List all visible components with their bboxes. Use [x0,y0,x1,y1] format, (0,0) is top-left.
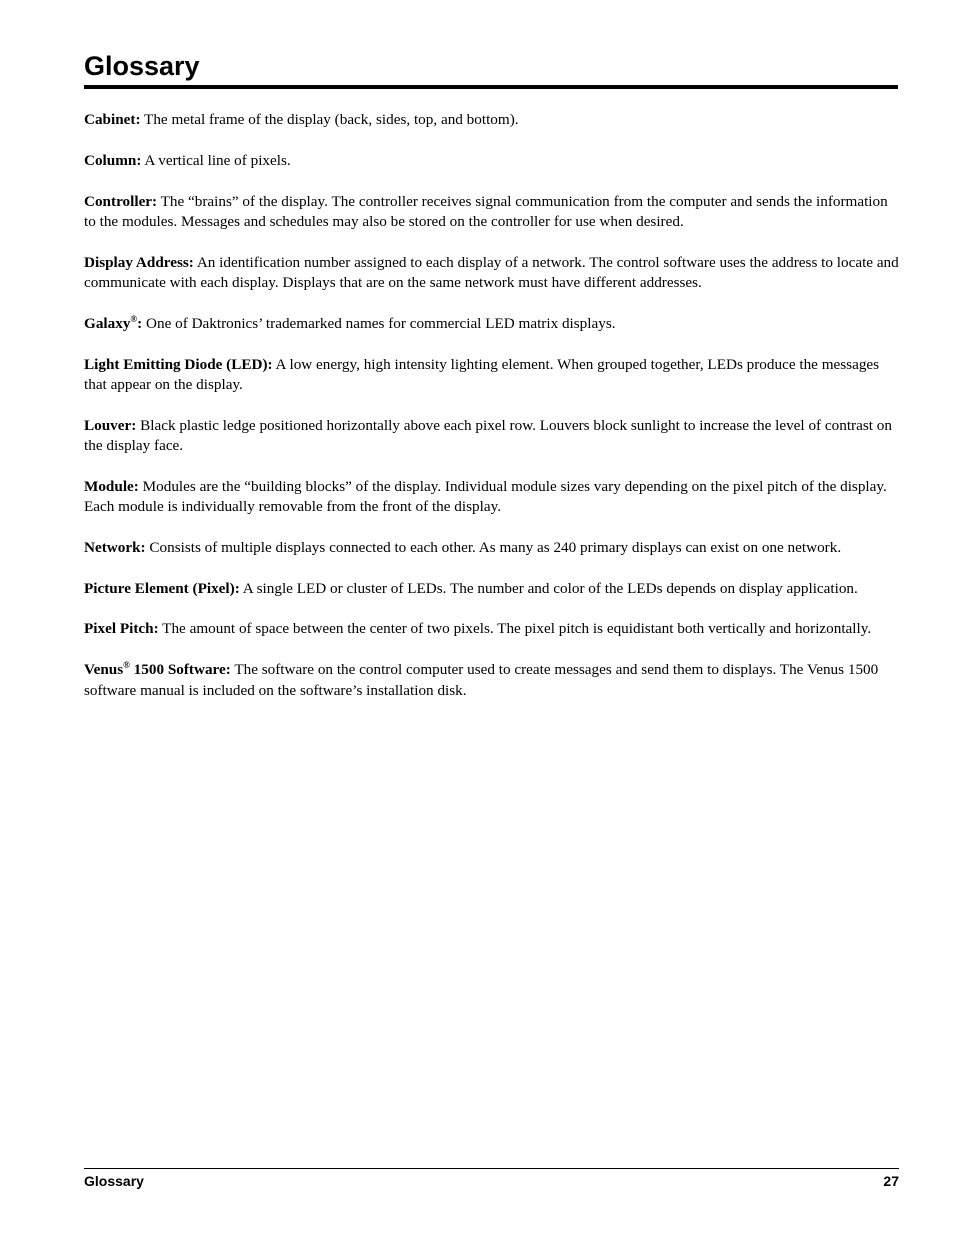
glossary-term: Display Address: [84,253,194,271]
glossary-term: Picture Element (Pixel): [84,579,240,597]
glossary-term: Louver: [84,416,137,434]
glossary-definition: The “brains” of the display. The controller receives signal communication from the computer and sends the information to the modules. Messages and schedules may also be stored on the controller for use when desired. [84,192,888,230]
glossary-term: Venus® 1500 Software: [84,660,231,679]
glossary-definition: One of Daktronics’ trademarked names for commercial LED matrix displays. [142,314,616,332]
glossary-entry-column [84,151,900,171]
glossary-entry-cabinet [84,110,900,130]
page-title: Glossary [84,51,200,81]
glossary-term: Controller: [84,192,158,210]
glossary-entry-module [84,477,900,518]
glossary-term: Column: [84,151,142,169]
glossary-entry-network [84,538,900,558]
glossary-definition: Consists of multiple displays connected to each other. As many as 240 primary displays can exist on one network. [145,538,842,556]
glossary-entry-pixel-pitch [84,619,900,639]
glossary-definition: Modules are the “building blocks” of the display. Individual module sizes vary depending on the pixel pitch of the display. Each module is individually removable from the front of the display. [84,477,887,516]
glossary-term: Pixel Pitch: [84,620,159,638]
glossary-entry-venus-software [84,660,900,701]
title-rule [84,85,898,89]
glossary-definition: The amount of space between the center of two pixels. The pixel pitch is equidistant both vertically and horizontally. [158,620,872,638]
glossary-definition: The software on the control computer used to create messages and send them to displays. The Venus 1500 software manual is included on the software’s installation disk. [84,661,879,699]
footer-page-number: 27 [883,1173,899,1189]
glossary-definition: An identification number assigned to each display of a network. The control software uses the address to locate and communicate with each display. Displays that are on the same network must have different addresses. [84,253,899,291]
glossary-term: Cabinet: [84,111,141,128]
glossary-term: Light Emitting Diode (LED): [84,355,273,373]
glossary-definition: A single LED or cluster of LEDs. The number and color of the LEDs depends on display application. [239,579,858,597]
glossary-term: Module: [84,477,139,495]
glossary-term: Galaxy®: [84,313,143,332]
glossary-definition: The metal frame of the display (back, sides, top, and bottom). [140,111,519,128]
glossary-entry-display-address [84,253,900,294]
glossary-entry-controller [84,192,900,233]
glossary-term: Network: [84,538,146,556]
footer-rule [84,1168,899,1169]
glossary-definition: A low energy, high intensity lighting element. When grouped together, LEDs produce the messages that appear on the display. [84,355,880,393]
glossary-definition: A vertical line of pixels. [141,151,291,169]
glossary-entry-led [84,355,900,396]
glossary-entry-pixel [84,579,900,599]
glossary-entry-galaxy [84,314,900,334]
glossary-entries [84,110,900,721]
glossary-entry-louver [84,416,900,457]
glossary-definition: Black plastic ledge positioned horizontally above each pixel row. Louvers block sunlight to increase the level of contrast on the display face. [84,416,892,454]
footer-section-name: Glossary [84,1173,144,1189]
